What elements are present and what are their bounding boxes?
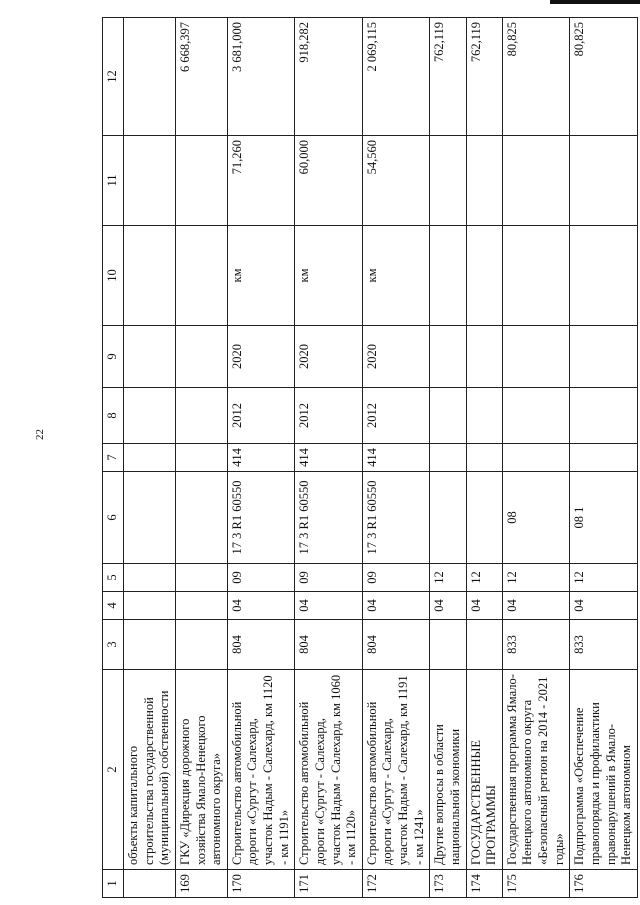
unit-cell: км [295, 226, 363, 326]
expense-type-cell [430, 444, 466, 472]
target-article-cell: 08 [502, 472, 570, 564]
code-cell [466, 620, 502, 670]
header-cell: 12 [103, 18, 124, 136]
section-cell: 04 [227, 592, 295, 620]
start-year-cell [175, 388, 227, 444]
name-cell: Строительство автомобильной дороги «Сургут - Салехард, участок Надым - Салехард, км 1191 - км 1241» [362, 670, 430, 870]
amount-cell: 80,825 [502, 18, 570, 136]
section-cell [175, 592, 227, 620]
target-article-cell: 17 3 R1 60550 [295, 472, 363, 564]
capacity-cell: 60,000 [295, 136, 363, 226]
table-row [175, 18, 227, 898]
header-row [103, 18, 124, 898]
table-row [362, 18, 430, 898]
row-number-cell: 173 [430, 870, 466, 898]
amount-cell: 762,119 [430, 18, 466, 136]
row-number-cell: 172 [362, 870, 430, 898]
code-cell [430, 620, 466, 670]
header-cell: 1 [103, 870, 124, 898]
subsection-cell [175, 564, 227, 592]
expense-type-cell: 414 [227, 444, 295, 472]
capacity-cell [175, 136, 227, 226]
subsection-cell: 12 [570, 564, 638, 592]
table-row [295, 18, 363, 898]
amount-cell [124, 18, 176, 136]
end-year-cell [502, 326, 570, 388]
amount-cell: 80,825 [570, 18, 638, 136]
end-year-cell: 2020 [227, 326, 295, 388]
section-cell: 04 [466, 592, 502, 620]
name-cell: ГКУ «Дирекция дорожного хозяйства Ямало-Ненецкого автономного округа» [175, 670, 227, 870]
header-cell: 8 [103, 388, 124, 444]
capacity-cell [466, 136, 502, 226]
end-year-cell: 2020 [295, 326, 363, 388]
amount-cell: 918,282 [295, 18, 363, 136]
unit-cell [502, 226, 570, 326]
row-number-cell: 171 [295, 870, 363, 898]
unit-cell [430, 226, 466, 326]
start-year-cell: 2012 [295, 388, 363, 444]
name-cell: Другие вопросы в области национальной экономики [430, 670, 466, 870]
code-cell [124, 620, 176, 670]
section-cell: 04 [362, 592, 430, 620]
target-article-cell [175, 472, 227, 564]
section-cell: 04 [295, 592, 363, 620]
page-number: 22 [34, 429, 46, 440]
subsection-cell: 09 [295, 564, 363, 592]
expense-type-cell [502, 444, 570, 472]
header-cell: 11 [103, 136, 124, 226]
subsection-cell: 09 [227, 564, 295, 592]
name-cell: Строительство автомобильной дороги «Сургут - Салехард, участок Надым - Салехард, км 1060 - км 1120» [295, 670, 363, 870]
start-year-cell [570, 388, 638, 444]
code-cell: 804 [227, 620, 295, 670]
expense-type-cell [124, 444, 176, 472]
code-cell: 804 [362, 620, 430, 670]
amount-cell: 2 069,115 [362, 18, 430, 136]
code-cell: 833 [502, 620, 570, 670]
expense-type-cell [175, 444, 227, 472]
expense-type-cell [466, 444, 502, 472]
header-cell: 7 [103, 444, 124, 472]
end-year-cell [466, 326, 502, 388]
capacity-cell: 54,560 [362, 136, 430, 226]
header-cell: 2 [103, 670, 124, 870]
capacity-cell [502, 136, 570, 226]
section-cell: 04 [502, 592, 570, 620]
target-article-cell: 08 1 [570, 472, 638, 564]
code-cell: 804 [295, 620, 363, 670]
amount-cell: 762,119 [466, 18, 502, 136]
section-cell [124, 592, 176, 620]
start-year-cell [124, 388, 176, 444]
unit-cell: км [227, 226, 295, 326]
name-cell: ГОСУДАРСТВЕННЫЕ ПРОГРАММЫ [466, 670, 502, 870]
row-number-cell [124, 870, 176, 898]
unit-cell [570, 226, 638, 326]
start-year-cell [502, 388, 570, 444]
table-row [570, 18, 638, 898]
capacity-cell [430, 136, 466, 226]
table-row [430, 18, 466, 898]
end-year-cell: 2020 [362, 326, 430, 388]
table-row [227, 18, 295, 898]
subsection-cell [124, 564, 176, 592]
name-cell: Государственная программа Ямало-Ненецкого автономного округа «Безопасный регион на 2014 - 2021 годы» [502, 670, 570, 870]
section-cell: 04 [570, 592, 638, 620]
amount-cell: 3 681,000 [227, 18, 295, 136]
name-cell: объекты капитального строительства государственной (муниципальной) собственности [124, 670, 176, 870]
rotated-table-container [102, 18, 634, 898]
header-cell: 6 [103, 472, 124, 564]
subsection-cell: 09 [362, 564, 430, 592]
expense-type-cell [570, 444, 638, 472]
target-article-cell: 17 3 R1 60550 [227, 472, 295, 564]
subsection-cell: 12 [502, 564, 570, 592]
end-year-cell [124, 326, 176, 388]
budget-table [102, 17, 638, 898]
target-article-cell [430, 472, 466, 564]
header-cell: 10 [103, 226, 124, 326]
end-year-cell [430, 326, 466, 388]
amount-cell: 6 668,397 [175, 18, 227, 136]
end-year-cell [175, 326, 227, 388]
section-cell: 04 [430, 592, 466, 620]
table-row [466, 18, 502, 898]
target-article-cell: 17 3 R1 60550 [362, 472, 430, 564]
row-number-cell: 176 [570, 870, 638, 898]
unit-cell [466, 226, 502, 326]
start-year-cell: 2012 [362, 388, 430, 444]
top-edge-mark [550, 0, 640, 4]
start-year-cell: 2012 [227, 388, 295, 444]
code-cell [175, 620, 227, 670]
subsection-cell: 12 [430, 564, 466, 592]
unit-cell [175, 226, 227, 326]
expense-type-cell: 414 [295, 444, 363, 472]
row-number-cell: 169 [175, 870, 227, 898]
name-cell: Строительство автомобильной дороги «Сургут - Салехард, участок Надым - Салехард, км 1120 - км 1191» [227, 670, 295, 870]
unit-cell [124, 226, 176, 326]
code-cell: 833 [570, 620, 638, 670]
target-article-cell [466, 472, 502, 564]
end-year-cell [570, 326, 638, 388]
capacity-cell [570, 136, 638, 226]
unit-cell: км [362, 226, 430, 326]
start-year-cell [430, 388, 466, 444]
target-article-cell [124, 472, 176, 564]
row-number-cell: 175 [502, 870, 570, 898]
table-row [502, 18, 570, 898]
capacity-cell: 71,260 [227, 136, 295, 226]
header-cell: 9 [103, 326, 124, 388]
header-cell: 4 [103, 592, 124, 620]
start-year-cell [466, 388, 502, 444]
row-number-cell: 170 [227, 870, 295, 898]
expense-type-cell: 414 [362, 444, 430, 472]
header-cell: 3 [103, 620, 124, 670]
name-cell: Подпрограмма «Обеспечение правопорядка и профилактики правонарушений в Ямало-Ненецком автономном [570, 670, 638, 870]
capacity-cell [124, 136, 176, 226]
subsection-cell: 12 [466, 564, 502, 592]
header-cell: 5 [103, 564, 124, 592]
row-number-cell: 174 [466, 870, 502, 898]
table-row [124, 18, 176, 898]
